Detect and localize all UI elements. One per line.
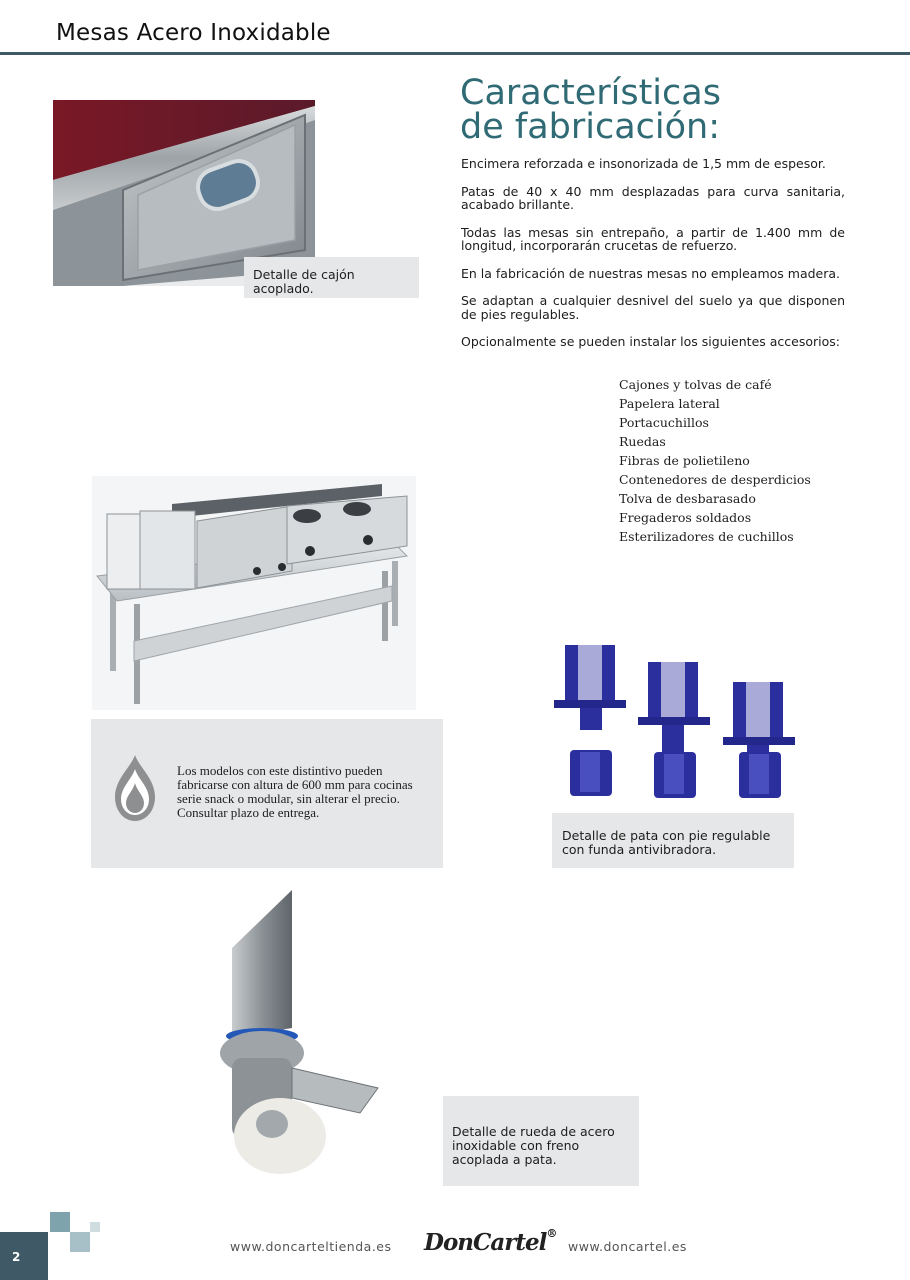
- features-title: [460, 73, 721, 147]
- drawer-caption: Detalle de cajón acoplado.: [244, 257, 419, 298]
- adjustable-legs-image: [550, 640, 806, 804]
- info-text: Los modelos con este distintivo pueden fabricarse con altura de 600 mm para cocinas serie snack o modular, sin alterar el precio. Consultar plazo de entrega.: [177, 763, 413, 820]
- page-number: 2: [12, 1250, 21, 1264]
- feature-paragraph: Encimera reforzada e insonorizada de 1,5 mm de espesor.: [461, 156, 826, 171]
- accessories-list: [619, 375, 811, 546]
- feature-paragraph: Opcionalmente se pueden instalar los siguientes accesorios:: [461, 334, 840, 349]
- features-title-line-1: Características: [460, 73, 721, 113]
- features-text: [461, 157, 845, 363]
- feature-paragraph: Patas de 40 x 40 mm desplazadas para curva sanitaria, acabado brillante.: [461, 183, 845, 212]
- leg-caption: Detalle de pata con pie regulable con funda antivibradora.: [552, 813, 794, 868]
- header-rule: [0, 52, 910, 55]
- footer-link-shop[interactable]: www.doncarteltienda.es: [230, 1239, 392, 1254]
- decorative-square: [50, 1212, 70, 1232]
- feature-paragraph: En la fabricación de nuestras mesas no empleamos madera.: [461, 265, 840, 281]
- flame-icon: [109, 753, 161, 828]
- decorative-square: [70, 1232, 90, 1252]
- page-header-title: Mesas Acero Inoxidable: [56, 20, 331, 46]
- page-number-tab: [0, 1232, 48, 1280]
- kitchen-table-image: [92, 476, 416, 710]
- wheel-caption: Detalle de rueda de acero inoxidable con freno acoplada a pata.: [443, 1096, 639, 1186]
- feature-paragraph: Todas las mesas sin entrepaño, a partir de 1.400 mm de longitud, incorporarán crucetas de refuerzo.: [461, 224, 845, 253]
- features-title-line-2: de fabricación:: [460, 107, 721, 147]
- accessory-item: Ruedas: [619, 434, 666, 449]
- info-box: [91, 719, 443, 868]
- registered-mark: ®: [546, 1227, 557, 1241]
- accessory-item: Tolva de desbarasado: [619, 491, 756, 506]
- brand-logo: [424, 1229, 556, 1256]
- caster-wheel-image: [210, 888, 390, 1188]
- feature-paragraph: Se adaptan a cualquier desnivel del suelo ya que disponen de pies regulables.: [461, 293, 845, 322]
- accessory-item: Portacuchillos: [619, 415, 709, 430]
- accessory-item: Esterilizadores de cuchillos: [619, 529, 794, 544]
- brand-name: DonCartel: [424, 1229, 547, 1256]
- accessory-item: Fibras de polietileno: [619, 453, 750, 468]
- accessory-item: Cajones y tolvas de café: [619, 377, 772, 392]
- accessory-item: Fregaderos soldados: [619, 510, 752, 525]
- accessory-item: Papelera lateral: [619, 396, 720, 411]
- footer-link-site[interactable]: www.doncartel.es: [568, 1239, 687, 1254]
- decorative-square: [90, 1222, 100, 1232]
- accessory-item: Contenedores de desperdicios: [619, 472, 811, 487]
